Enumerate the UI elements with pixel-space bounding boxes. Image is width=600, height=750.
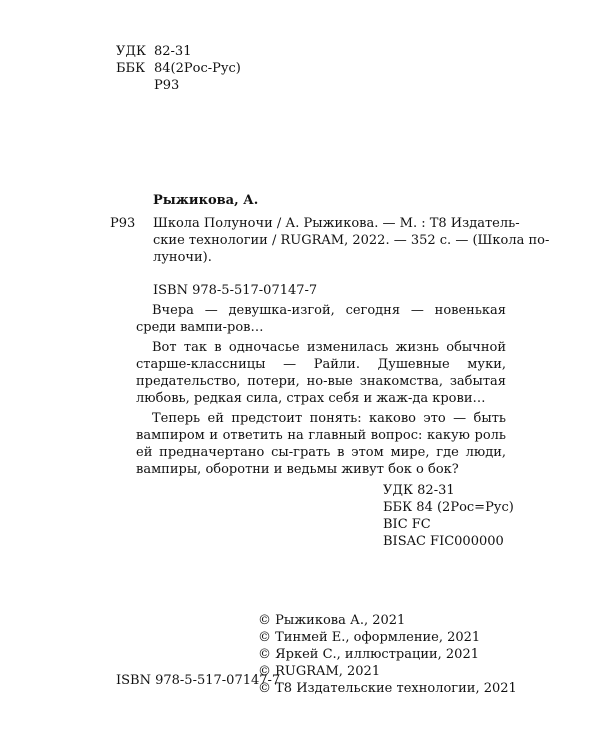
author-index-row xyxy=(116,77,241,94)
code-line: ББК 84 (2Рос=Рус) xyxy=(383,500,514,515)
annotation-paragraph: Вчера — девушка-изгой, сегодня — новенькая среди вампи-ров… xyxy=(136,303,506,335)
record-line: ские технологии / RUGRAM, 2022. — 352 с. — (Школа по- xyxy=(153,233,550,248)
author-name: Рыжикова, А. xyxy=(153,193,259,208)
top-classification xyxy=(116,43,241,94)
copyright-line: © Яркей С., иллюстрации, 2021 xyxy=(258,647,479,662)
copyright-line: © RUGRAM, 2021 xyxy=(258,664,381,679)
annotation-paragraph: Теперь ей предстоит понять: каково это — быть вампиром и ответить на главный вопрос: какую роль ей предначертано сы-грать в этом мире, где люди, вампиры, оборотни и ведьмы живут бок о бок? xyxy=(136,411,506,477)
right-classification xyxy=(383,482,514,550)
isbn-bottom: ISBN 978-5-517-07147-7 xyxy=(116,673,281,688)
code-line: BISAC FIC000000 xyxy=(383,534,504,549)
annotation-paragraph: Вот так в одночасье изменилась жизнь обычной старше-классницы — Райли. Душевные муки, предательство, потери, но-вые знакомства, забытая любовь, редкая сила, страх себя и жаж-да крови… xyxy=(136,340,506,406)
copyright-line: © Рыжикова А., 2021 xyxy=(258,613,406,628)
author-index: Р93 xyxy=(154,78,180,93)
udk-row xyxy=(116,43,241,60)
bibliographic-record xyxy=(153,215,549,266)
code-line: УДК 82-31 xyxy=(383,483,455,498)
copyright-block xyxy=(258,612,517,697)
udk-value: 82-31 xyxy=(154,44,192,59)
bbk-value: 84(2Рос-Рус) xyxy=(154,61,241,76)
bbk-label: ББК xyxy=(116,61,146,76)
annotation xyxy=(136,302,506,481)
bbk-row xyxy=(116,60,241,77)
code-line: BIC FC xyxy=(383,517,431,532)
copyright-line: © Т8 Издательские технологии, 2021 xyxy=(258,681,517,696)
record-line: луночи). xyxy=(153,250,212,265)
udk-label: УДК xyxy=(116,44,147,59)
copyright-line: © Тинмей Е., оформление, 2021 xyxy=(258,630,481,645)
record-index: Р93 xyxy=(110,216,136,231)
isbn-top: ISBN 978-5-517-07147-7 xyxy=(153,283,318,298)
record-line: Школа Полуночи / А. Рыжикова. — М. : Т8 Издатель- xyxy=(153,216,520,231)
